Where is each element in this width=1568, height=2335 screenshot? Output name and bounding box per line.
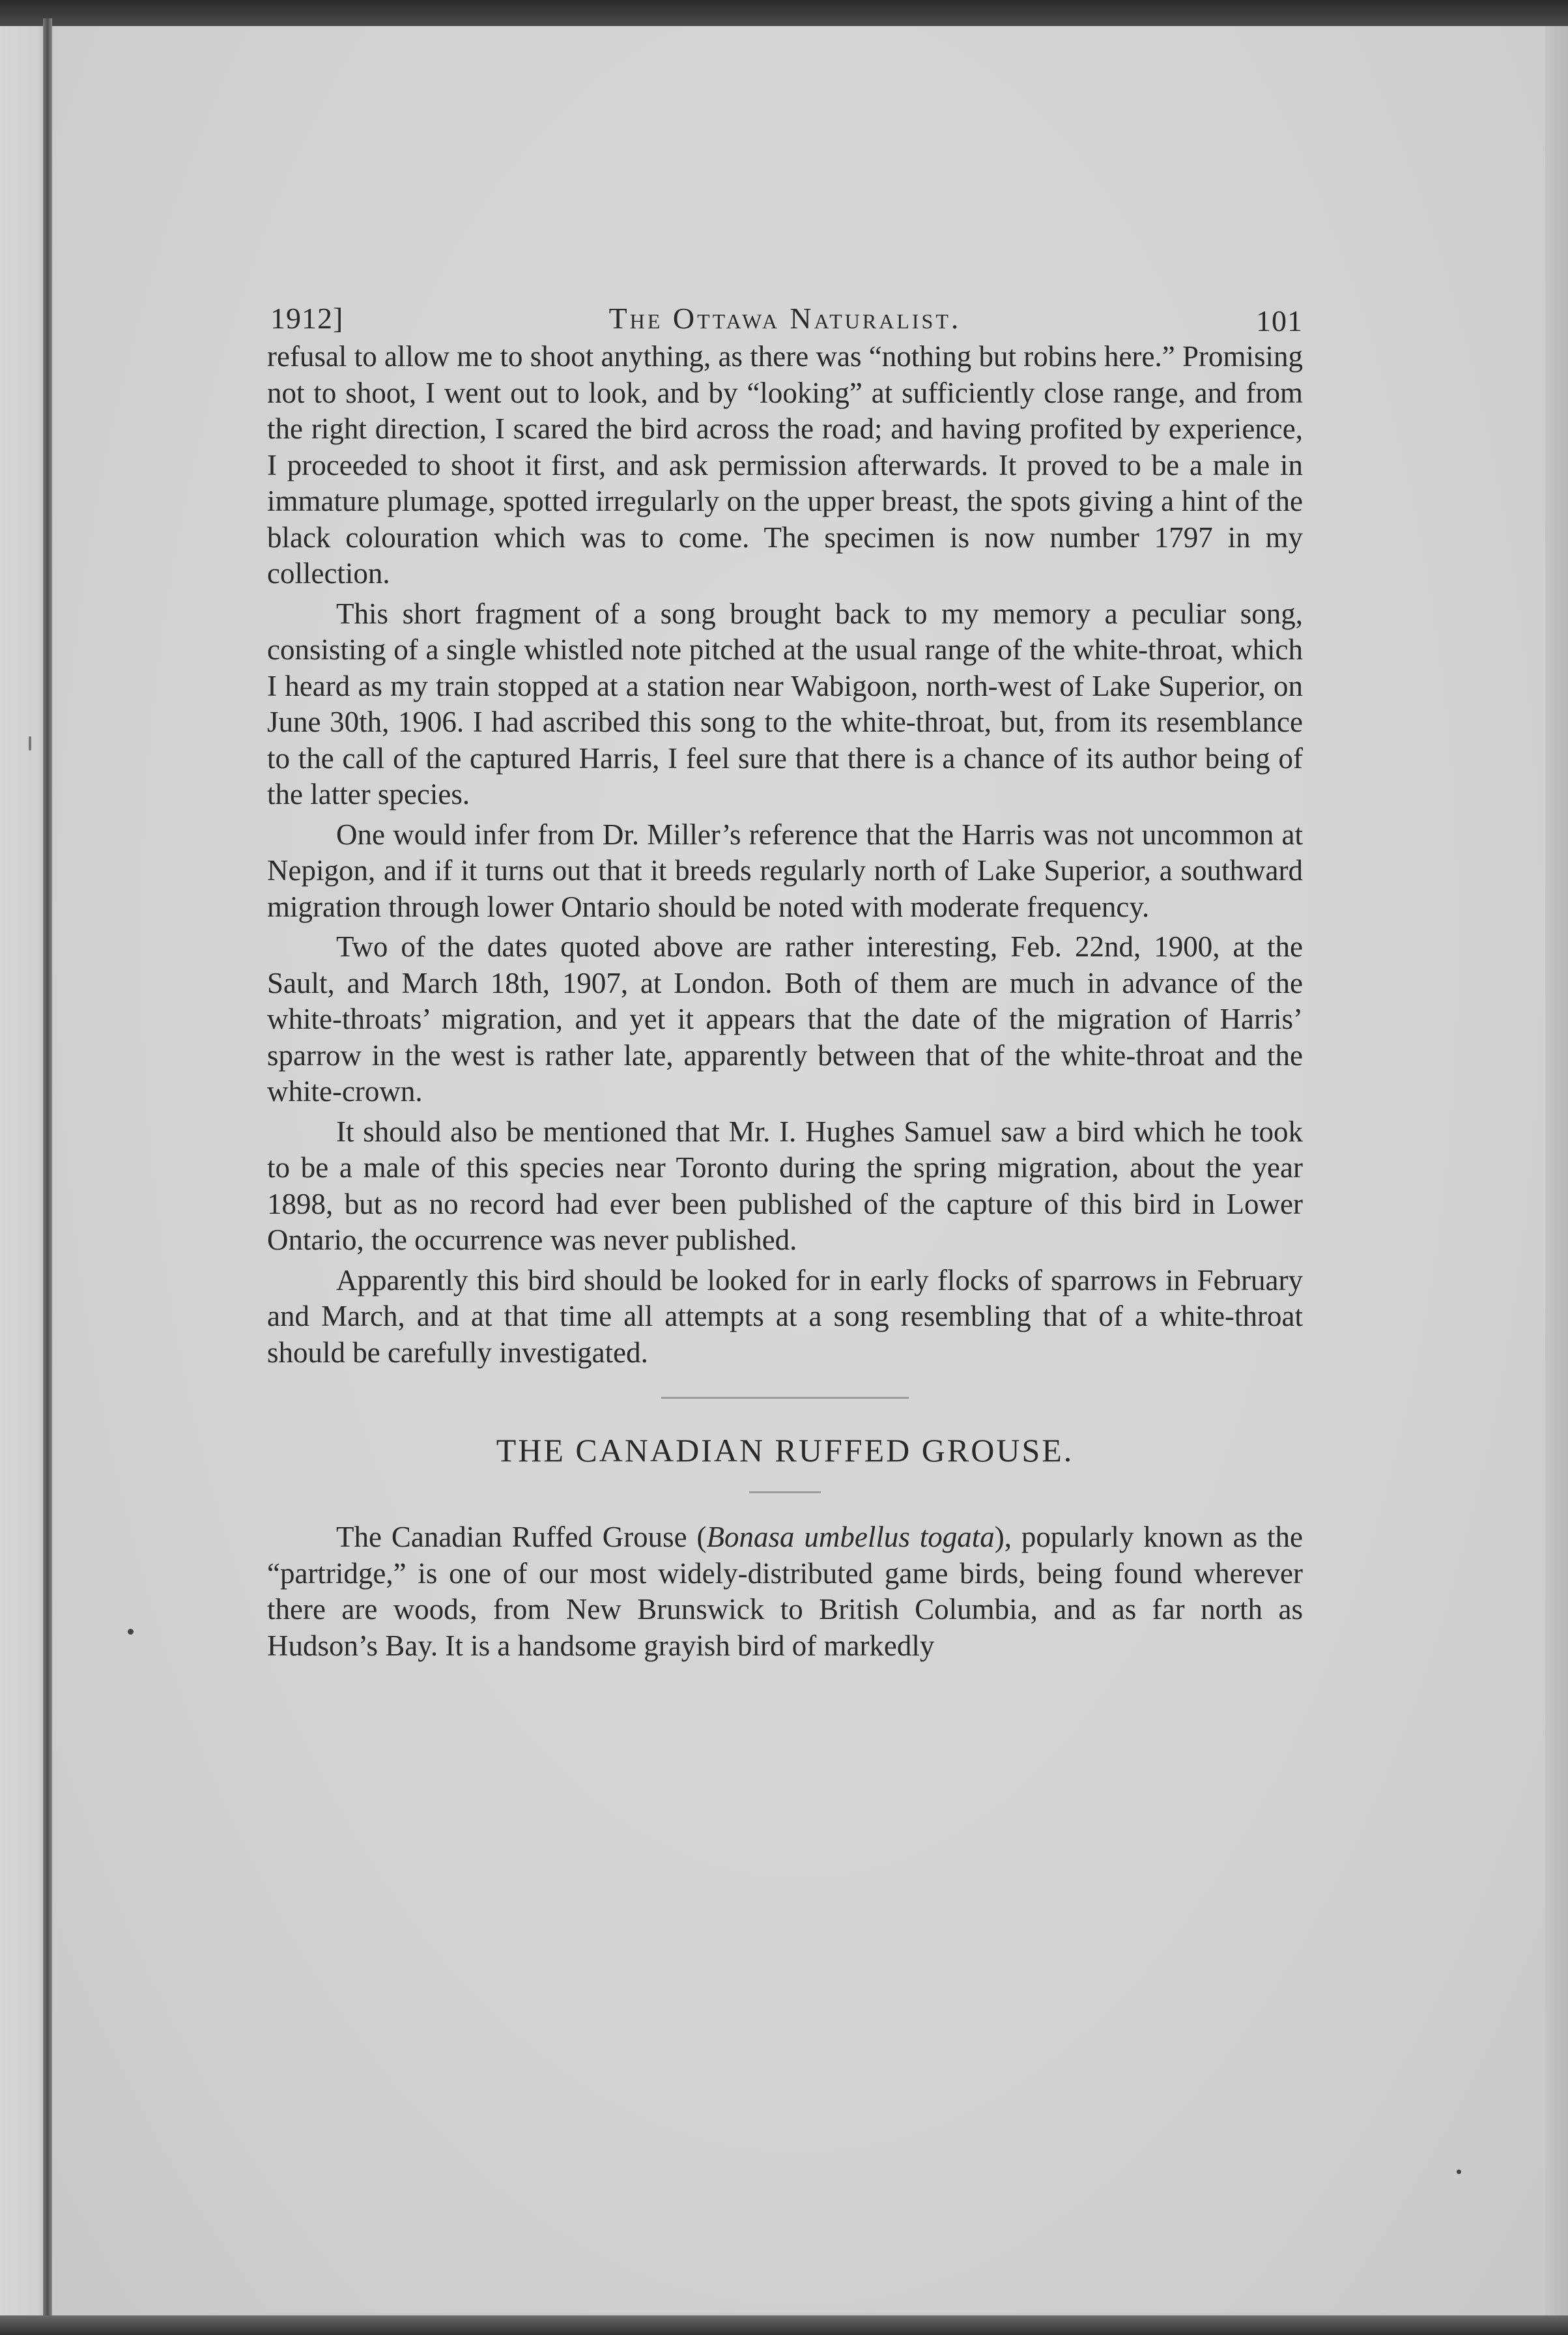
- dust-speck: [128, 1629, 134, 1635]
- intro-text-after: ), popularly known as the “partridge,” is one of our most widely-distributed game birds, being found wherever there are woods, from New Brunswick to British Columbia, and as far north as Hudson’s Bay. It is a handsome grayish bird of markedly: [267, 1521, 1303, 1662]
- running-head: [267, 287, 1303, 339]
- running-head-year: 1912]: [270, 302, 344, 335]
- dust-speck: [1457, 2170, 1461, 2174]
- scanner-bottom-edge: [0, 2315, 1568, 2335]
- paragraph-2: This short fragment of a song brought back to my memory a peculiar song, consisting of a single whistled note pitched at the usual range of the white-throat, which I heard as my train stopped at a station near Wabigoon, north-west of Lake Superior, on June 30th, 1906. I had ascribed this song to the white-throat, but, from its resemblance to the call of the captured Harris, I feel sure that there is a chance of its author being of the latter species.: [267, 597, 1303, 810]
- section-intro-paragraph: [267, 1519, 1303, 1664]
- title-underline-rule: [749, 1491, 821, 1493]
- intro-text-before: The Canadian Ruffed Grouse (: [336, 1521, 707, 1553]
- page-number: 101: [1256, 304, 1303, 337]
- dust-speck: [29, 736, 31, 751]
- paragraph-5: It should also be mentioned that Mr. I. Hughes Samuel saw a bird which he took to be a male of this species near Toronto during the spring migration, about the year 1898, but as no record had ever been published of the capture of this bird in Lower Ontario, the occurrence was never published.: [267, 1115, 1303, 1256]
- book-binding-gutter: [43, 18, 52, 2325]
- section-title: THE CANADIAN RUFFED GROUSE.: [496, 1432, 1074, 1468]
- paragraph-1: refusal to allow me to shoot anything, as there was “nothing but robins here.” Promising not to shoot, I went out to look, and by “looking” at sufficiently close range, and from the right direction, I scared the bird across the road; and having profited by experience, I proceeded to shoot it first, and ask permission afterwards. It proved to be a male in immature plumage, spotted irregularly on the upper breast, the spots giving a hint of the black colouration which was to come. The specimen is now number 1797 in my collection.: [267, 340, 1303, 590]
- paragraph-3: One would infer from Dr. Miller’s reference that the Harris was not uncommon at Nepigon, and if it turns out that it breeds regularly north of Lake Superior, a southward migration through lower Ontario should be noted with moderate frequency.: [267, 818, 1303, 923]
- paragraph-4: Two of the dates quoted above are rather interesting, Feb. 22nd, 1900, at the Sault, and March 18th, 1907, at London. Both of them are much in advance of the white-throats’ migration, and yet it appears that the date of the migration of Harris’ sparrow in the west is rather late, apparently between that of the white-throat and the white-crown.: [267, 930, 1303, 1108]
- facing-page-margin: [0, 26, 39, 2315]
- scientific-name: Bonasa umbellus togata: [706, 1521, 995, 1553]
- page-text-block: [267, 287, 1303, 1664]
- paragraph-6: Apparently this bird should be looked for in early flocks of sparrows in February and March, and at that time all attempts at a song resembling that of a white-throat should be carefully investigated.: [267, 1263, 1303, 1369]
- section-divider-rule: [661, 1397, 909, 1399]
- running-head-journal-title: The Ottawa Naturalist.: [608, 302, 962, 335]
- page-right-edge: [1545, 26, 1568, 2315]
- scanner-top-edge: [0, 0, 1568, 26]
